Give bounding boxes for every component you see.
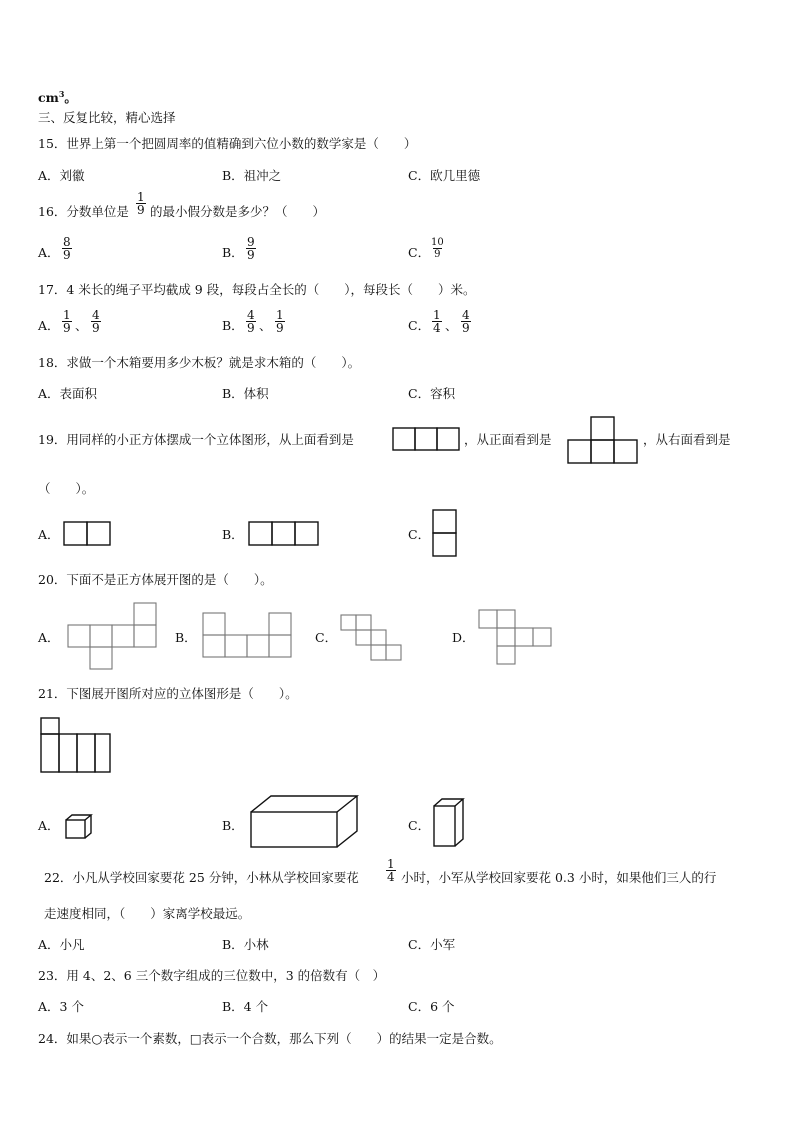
q21-stem: 21．下图展开图所对应的立体图形是（ ）。: [38, 686, 298, 701]
q18-option-b[interactable]: B．体积: [222, 386, 269, 401]
q18-option-c[interactable]: C．容积: [408, 386, 456, 401]
q16-stem-suffix: 的最小假分数是多少？（ ）: [150, 204, 326, 219]
q20-option-d-label[interactable]: D．: [452, 630, 475, 645]
q17-stem: 17．4 米长的绳子平均截成 9 段，每段占全长的（ ），每段长（ ）米。: [38, 282, 476, 297]
q17-option-a-label[interactable]: A．: [38, 318, 60, 333]
q21-option-b-label[interactable]: B．: [222, 818, 244, 833]
q20-option-a-net: [67, 602, 159, 670]
q17-option-b-label[interactable]: B．: [222, 318, 244, 333]
q22-stem-part-1: 22．小凡从学校回家要花 25 分钟，小林从学校回家要花: [44, 870, 359, 885]
q17-option-c-fraction-1: $\frac{1}{4}$: [433, 308, 441, 335]
q21-option-b-flat-cuboid: [250, 795, 360, 849]
q19-option-b-label[interactable]: B．: [222, 527, 244, 542]
section-heading: 三、反复比较，精心选择: [38, 110, 176, 125]
q22-option-a[interactable]: A．小凡: [38, 937, 85, 952]
q19-front-view-figure: [567, 416, 639, 464]
q23-stem: 23．用 4、2、6 三个数字组成的三位数中，3 的倍数有（ ）: [38, 968, 386, 983]
q16-option-b-fraction: $\frac{9}{9}$: [247, 235, 255, 262]
q19-option-c-figure: [432, 509, 457, 557]
q20-option-b-label[interactable]: B．: [175, 630, 197, 645]
q17-option-b-fraction-2: $\frac{1}{9}$: [276, 308, 284, 335]
q24-stem: 24．如果○表示一个素数，□表示一个合数，那么下列（ ）的结果一定是合数。: [38, 1031, 502, 1046]
q20-option-c-net: [340, 614, 402, 660]
q21-option-a-cube: [65, 814, 93, 839]
q20-option-d-net: [478, 609, 552, 663]
q16-option-b-label[interactable]: B．: [222, 245, 244, 260]
q21-option-c-tall-cuboid: [433, 798, 465, 848]
q17-option-a-separator: 、: [75, 318, 88, 333]
q15-option-b[interactable]: B．祖冲之: [222, 168, 282, 183]
q17-option-c-separator: 、: [445, 318, 458, 333]
q19-stem-part-3: ，从右面看到是: [643, 432, 731, 447]
q19-option-a-label[interactable]: A．: [38, 527, 60, 542]
q17-option-a-fraction-1: $\frac{1}{9}$: [63, 308, 71, 335]
q16-option-a-fraction: $\frac{8}{9}$: [63, 235, 71, 262]
q21-option-c-label[interactable]: C．: [408, 818, 431, 833]
q22-stem-part-2: 小时，小军从学校回家要花 0.3 小时，如果他们三人的行: [401, 870, 717, 885]
q22-option-c[interactable]: C．小军: [408, 937, 456, 952]
q17-option-c-fraction-2: $\frac{4}{9}$: [462, 308, 470, 335]
q19-stem-part-1: 19．用同样的小正方体摆成一个立体图形，从上面看到是: [38, 432, 354, 447]
q16-option-c-label[interactable]: C．: [408, 245, 431, 260]
q22-fraction: $\frac{1}{4}$: [387, 857, 395, 884]
q19-option-a-figure: [63, 521, 111, 546]
q16-option-a-label[interactable]: A．: [38, 245, 60, 260]
q22-stem-part-3: 走速度相同，（ ）家离学校最远。: [44, 906, 251, 921]
q20-stem: 20．下面不是正方体展开图的是（ ）。: [38, 572, 273, 587]
q22-option-b[interactable]: B．小林: [222, 937, 269, 952]
q16-fraction-unit: $\frac{1}{9}$: [137, 190, 145, 217]
q20-option-b-net: [202, 612, 294, 660]
q16-option-c-fraction: $\frac{10}{9}$: [431, 237, 444, 260]
q19-option-c-label[interactable]: C．: [408, 527, 431, 542]
q21-option-a-label[interactable]: A．: [38, 818, 60, 833]
q17-option-c-label[interactable]: C．: [408, 318, 431, 333]
q15-option-a[interactable]: A．刘徽: [38, 168, 85, 183]
q17-option-b-separator: 、: [259, 318, 272, 333]
q19-top-view-figure: [392, 427, 462, 451]
q18-option-a[interactable]: A．表面积: [38, 386, 98, 401]
q21-cuboid-net: [40, 717, 112, 775]
q20-option-c-label[interactable]: C．: [315, 630, 338, 645]
q16-stem-prefix: 16．分数单位是: [38, 204, 129, 219]
volume-unit-fragment: $cm^3$。: [38, 89, 77, 106]
q19-stem-part-2: ，从正面看到是: [464, 432, 552, 447]
q23-option-c[interactable]: C．6 个: [408, 999, 455, 1014]
q15-option-c[interactable]: C．欧几里德: [408, 168, 481, 183]
q15-stem: 15．世界上第一个把圆周率的值精确到六位小数的数学家是（ ）: [38, 136, 417, 151]
q17-option-b-fraction-1: $\frac{4}{9}$: [247, 308, 255, 335]
q20-option-a-label[interactable]: A．: [38, 630, 60, 645]
q19-option-b-figure: [248, 521, 319, 546]
q19-stem-part-4: （ ）。: [38, 481, 95, 496]
q23-option-b[interactable]: B．4 个: [222, 999, 269, 1014]
q17-option-a-fraction-2: $\frac{4}{9}$: [92, 308, 100, 335]
q18-stem: 18．求做一个木箱要用多少木板？就是求木箱的（ ）。: [38, 355, 361, 370]
q23-option-a[interactable]: A．3 个: [38, 999, 84, 1014]
